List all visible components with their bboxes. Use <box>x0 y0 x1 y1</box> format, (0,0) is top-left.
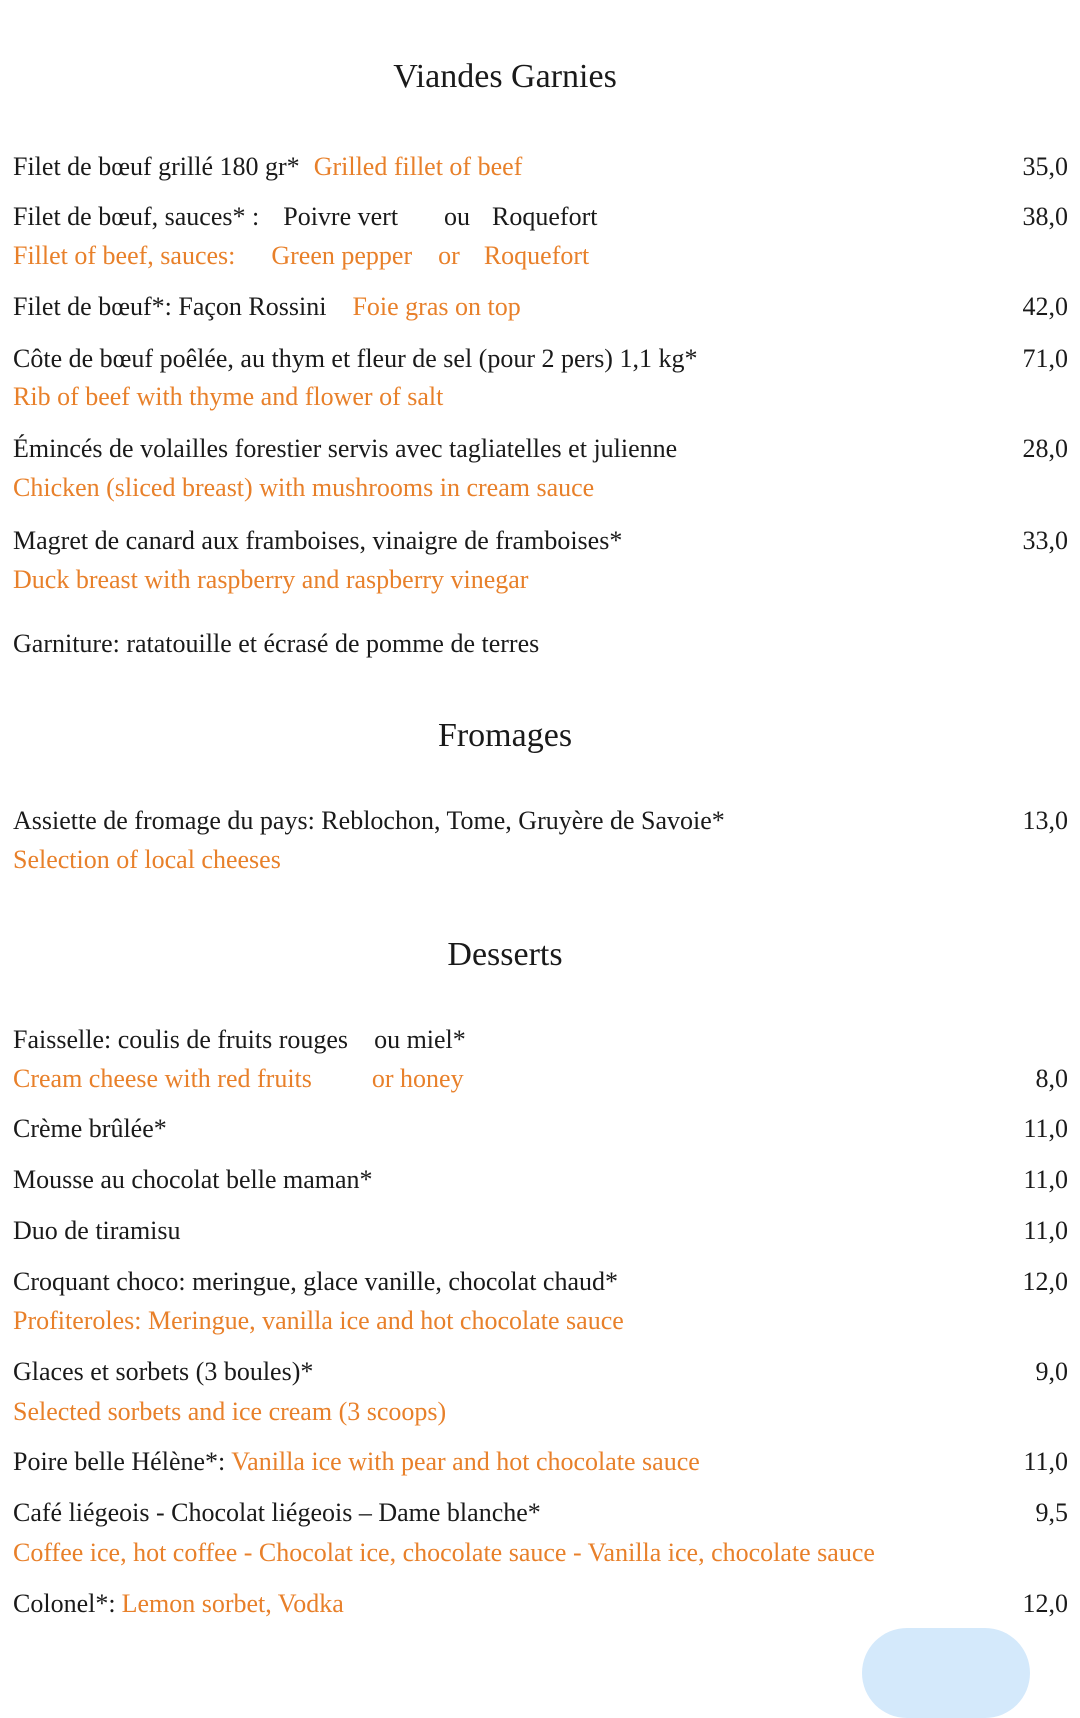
item-name-fr: Filet de bœuf*: Façon Rossini <box>13 292 327 321</box>
item-name-en: Chicken (sliced breast) with mushrooms in cream sauce <box>13 473 595 502</box>
menu-item-cote-de-boeuf-en <box>13 381 443 413</box>
menu-item-cote-de-boeuf <box>13 343 697 375</box>
item-price: 9,0 <box>1035 1357 1068 1386</box>
item-price: 11,0 <box>1023 1165 1068 1194</box>
menu-item-assiette-fromage-en <box>13 844 281 876</box>
item-option-fr: Roquefort <box>492 202 598 231</box>
item-option-en: Green pepper <box>271 241 413 270</box>
menu-item-magret-en <box>13 564 528 596</box>
item-name-en: Lemon sorbet, Vodka <box>121 1589 344 1618</box>
item-name-fr: Assiette de fromage du pays: Reblochon, Tome, Gruyère de Savoie* <box>13 806 725 835</box>
item-name-en: Coffee ice, hot coffee - Chocolat ice, chocolate sauce - Vanilla ice, chocolate sauce <box>13 1538 875 1567</box>
item-name-fr: Croquant choco: meringue, glace vanille, chocolat chaud* <box>13 1267 618 1296</box>
item-price: 9,5 <box>1035 1498 1068 1527</box>
item-name-fr: Filet de bœuf, sauces* : <box>13 202 260 231</box>
menu-item-filet-grille <box>13 151 522 183</box>
item-price: 12,0 <box>1022 1589 1068 1618</box>
menu-item-mousse-chocolat <box>13 1164 373 1196</box>
menu-item-faisselle <box>13 1024 466 1056</box>
menu-item-faisselle-en <box>13 1063 464 1095</box>
item-price: 33,0 <box>1022 526 1068 555</box>
floating-action-button[interactable] <box>862 1628 1030 1718</box>
menu-item-poire-belle-helene <box>13 1446 700 1478</box>
item-or-en: or <box>438 241 460 270</box>
menu-item-glaces-sorbets <box>13 1356 313 1388</box>
item-price: 11,0 <box>1023 1216 1068 1245</box>
menu-item-eminces-volailles <box>13 433 677 465</box>
menu-item-croquant-choco <box>13 1266 618 1298</box>
item-price: 38,0 <box>1022 202 1068 231</box>
menu-item-filet-rossini <box>13 291 521 323</box>
menu-item-filet-sauces-en <box>13 240 589 272</box>
item-name-fr: Colonel*: <box>13 1589 116 1618</box>
item-price: 11,0 <box>1023 1447 1068 1476</box>
menu-item-tiramisu <box>13 1215 181 1247</box>
item-name-en: Selection of local cheeses <box>13 845 281 874</box>
menu-item-cafe-liegeois-en <box>13 1537 875 1569</box>
item-option-en: or honey <box>371 1064 464 1093</box>
item-price: 71,0 <box>1022 344 1068 373</box>
item-price: 13,0 <box>1022 806 1068 835</box>
item-name-fr: Crème brûlée* <box>13 1114 167 1143</box>
menu-item-glaces-sorbets-en <box>13 1396 446 1428</box>
item-price: 35,0 <box>1022 152 1068 181</box>
item-name-fr: Duo de tiramisu <box>13 1216 181 1245</box>
item-name-en: Foie gras on top <box>352 292 521 321</box>
item-or-fr: ou <box>444 202 471 231</box>
item-price: 8,0 <box>1035 1064 1068 1093</box>
menu-item-croquant-choco-en <box>13 1305 624 1337</box>
item-price: 42,0 <box>1022 292 1068 321</box>
menu-item-cafe-liegeois <box>13 1497 541 1529</box>
item-name-fr: Magret de canard aux framboises, vinaigre de framboises* <box>13 526 623 555</box>
item-name-fr: Mousse au chocolat belle maman* <box>13 1165 373 1194</box>
item-price: 28,0 <box>1022 434 1068 463</box>
item-name-en: Fillet of beef, sauces: <box>13 241 236 270</box>
item-name-fr: Café liégeois - Chocolat liégeois – Dame blanche* <box>13 1498 541 1527</box>
section-title-viandes: Viandes Garnies <box>393 58 617 95</box>
item-name-en: Selected sorbets and ice cream (3 scoops) <box>13 1397 447 1426</box>
item-name-en: Rib of beef with thyme and flower of salt <box>13 382 444 411</box>
item-name-en: Vanilla ice with pear and hot chocolate sauce <box>231 1447 700 1476</box>
section-title-desserts: Desserts <box>447 936 563 973</box>
item-option-fr: Poivre vert <box>283 202 399 231</box>
item-name-fr: Glaces et sorbets (3 boules)* <box>13 1357 314 1386</box>
item-option-en: Roquefort <box>483 241 590 270</box>
item-name-en: Duck breast with raspberry and raspberry vinegar <box>13 565 529 594</box>
item-name-en: Grilled fillet of beef <box>313 152 523 181</box>
menu-item-magret <box>13 525 622 557</box>
section-title-fromages: Fromages <box>437 717 573 754</box>
item-name-fr: Côte de bœuf poêlée, au thym et fleur de sel (pour 2 pers) 1,1 kg* <box>13 344 698 373</box>
item-name-en: Profiteroles: Meringue, vanilla ice and hot chocolate sauce <box>13 1306 624 1335</box>
garniture-note <box>13 628 539 660</box>
menu-item-eminces-volailles-en <box>13 472 594 504</box>
menu-item-creme-brulee <box>13 1113 167 1145</box>
menu-item-assiette-fromage <box>13 805 725 837</box>
item-name-fr: Émincés de volailles forestier servis avec tagliatelles et julienne <box>13 434 678 463</box>
item-name-fr: Filet de bœuf grillé 180 gr* <box>13 152 300 181</box>
item-option-fr: ou miel* <box>374 1025 466 1054</box>
garniture-text: Garniture: ratatouille et écrasé de pomme de terres <box>13 629 540 658</box>
item-price: 12,0 <box>1022 1267 1068 1296</box>
item-price: 11,0 <box>1023 1114 1068 1143</box>
item-name-en: Cream cheese with red fruits <box>13 1064 312 1093</box>
menu-item-filet-sauces <box>13 201 597 233</box>
item-name-fr: Faisselle: coulis de fruits rouges <box>13 1025 349 1054</box>
item-name-fr: Poire belle Hélène*: <box>13 1447 226 1476</box>
menu-item-colonel <box>13 1588 344 1620</box>
